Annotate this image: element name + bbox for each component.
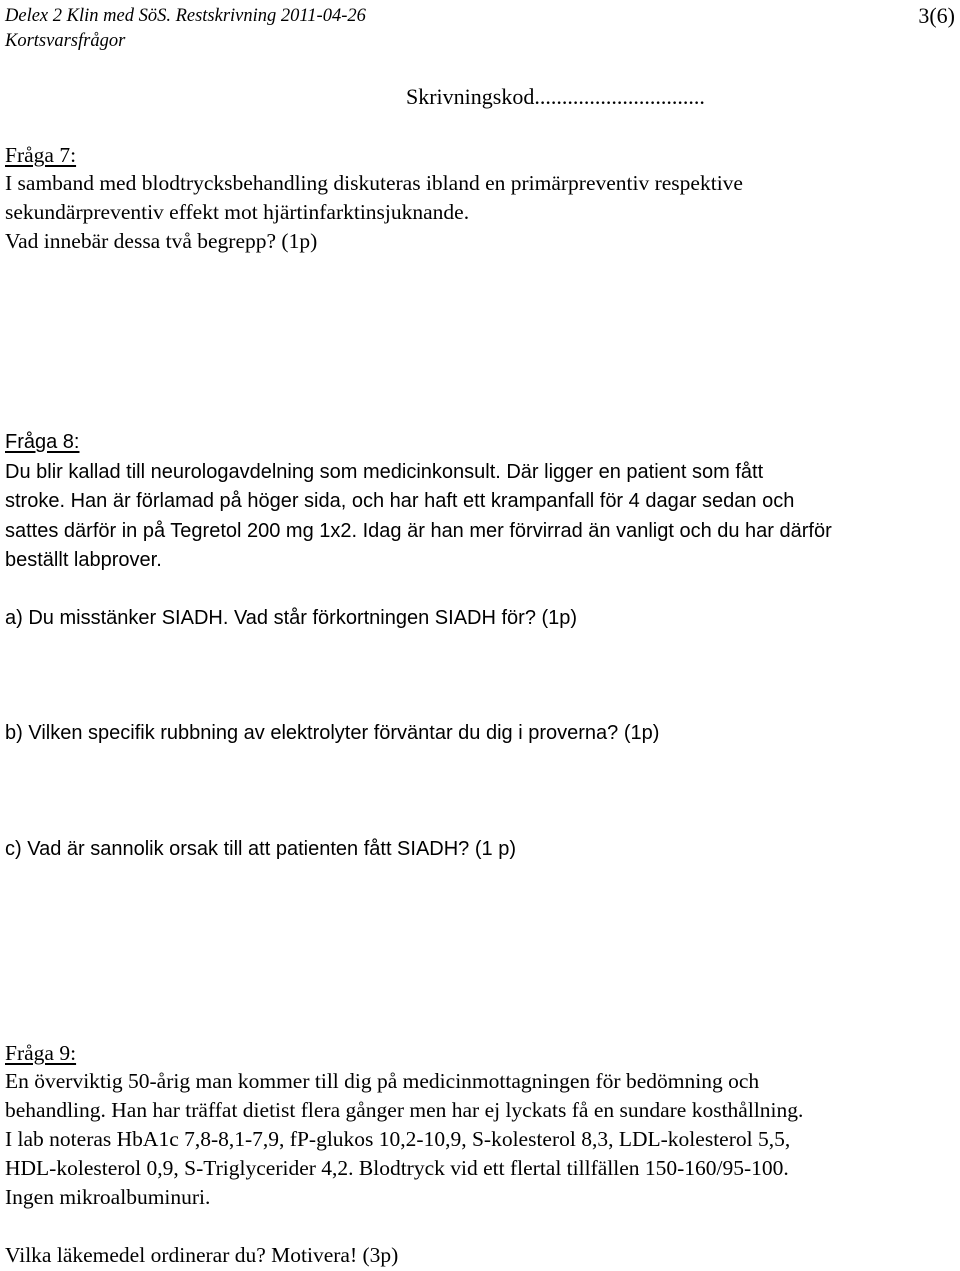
header-course-line: Delex 2 Klin med SöS. Restskrivning 2011-04-26 [5,6,366,26]
question-9-line-5: Ingen mikroalbuminuri. [5,1185,211,1209]
question-9-title: Fråga 9: [5,1041,77,1065]
question-9-question: Vilka läkemedel ordinerar du? Motivera! (3p) [5,1243,399,1267]
question-8-line-2: stroke. Han är förlamad på höger sida, och har haft ett krampanfall för 4 dagar sedan och [5,490,795,512]
question-8-line-1: Du blir kallad till neurologavdelning som medicinkonsult. Där ligger en patient som fått [5,461,764,483]
question-8-line-3: sattes därför in på Tegretol 200 mg 1x2. Idag är han mer förvirrad än vanligt och du har därför [5,520,832,542]
question-7-title: Fråga 7: [5,143,77,167]
question-8-line-4: beställt labprover. [5,549,162,571]
question-8-part-a: a) Du misstänker SIADH. Vad står förkortningen SIADH för? (1p) [5,607,578,629]
question-8-part-b: b) Vilken specifik rubbning av elektrolyter förväntar du dig i proverna? (1p) [5,722,660,744]
question-7-line-3: Vad innebär dessa två begrepp? (1p) [5,229,318,253]
question-8-title: Fråga 8: [5,431,80,453]
question-9-line-2: behandling. Han har träffat dietist flera gånger men har ej lyckats få en sundare kosthållning. [5,1098,804,1122]
question-9-line-3: I lab noteras HbA1c 7,8-8,1-7,9, fP-glukos 10,2-10,9, S-kolesterol 8,3, LDL-kolesterol 5,5, [5,1127,791,1151]
header-section: Kortsvarsfrågor [5,31,126,51]
question-9-line-4: HDL-kolesterol 0,9, S-Triglycerider 4,2. Blodtryck vid ett flertal tillfällen 150-160/95-100. [5,1156,789,1180]
question-7-line-1: I samband med blodtrycksbehandling diskuteras ibland en primärpreventiv respektive [5,171,743,195]
question-7-line-2: sekundärpreventiv effekt mot hjärtinfarktinsjuknande. [5,200,470,224]
page-number: 3(6) [918,3,955,28]
question-9-line-1: En överviktig 50-årig man kommer till dig på medicinmottagningen för bedömning och [5,1069,760,1093]
exam-code-label: Skrivningskod............................... [406,84,705,109]
question-8-part-c: c) Vad är sannolik orsak till att patienten fått SIADH? (1 p) [5,838,516,860]
